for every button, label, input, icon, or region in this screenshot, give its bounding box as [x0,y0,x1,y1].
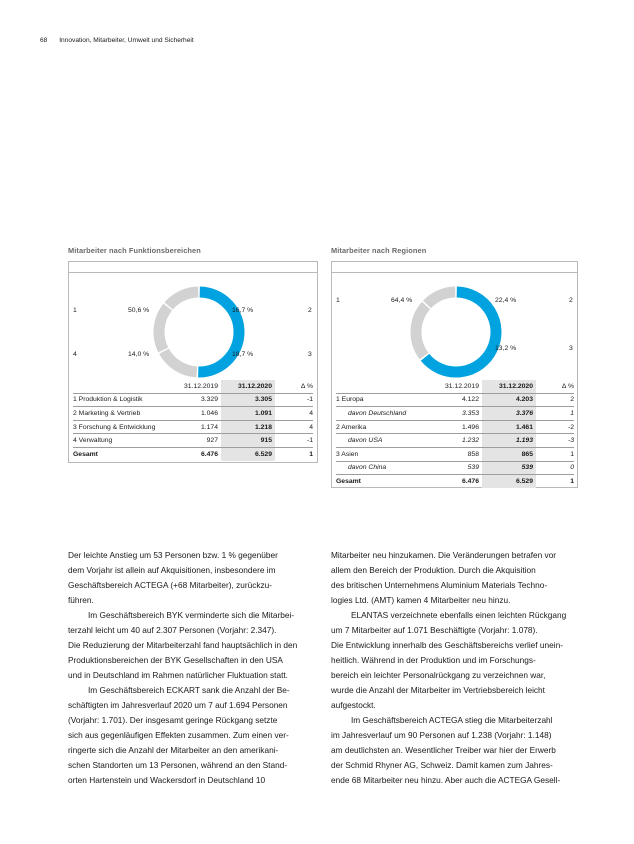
value-2020: 6.529 [482,475,536,488]
text-line: Im Geschäftsbereich ACTEGA stieg die Mitarbeiterzahl [351,715,553,725]
value-delta: 2 [536,393,574,407]
text-line: und in Deutschland im Rahmen natürlicher Fluktuation statt. [68,670,288,680]
table-row [73,434,313,448]
regions-panel [331,261,578,488]
table-header-cell: 31.12.2019 [169,380,221,393]
body-text-right-column [331,548,578,788]
text-line: (Vorjahr: 1.701). Der insgesamt geringe Rückgang setzte [68,715,278,725]
table-row [73,407,313,421]
running-header [40,37,194,44]
value-2020: 539 [482,461,536,475]
donut-segment-2 [164,351,197,372]
text-line: wurde die Anzahl der Mitarbeiter im Vertriebsbereich leicht [331,685,545,695]
value-2020: 6.529 [221,447,275,460]
value-2020: 1.091 [221,407,275,421]
value-2020: 865 [482,447,536,461]
donut-segment-3 [427,292,455,304]
table-header-cell: 31.12.2020 [482,380,536,393]
donut-segment-3 [159,307,168,350]
row-label: 1 Produktion & Logistik [73,393,169,407]
row-label: 2 Marketing & Vertrieb [73,407,169,421]
value-2019: 1.232 [432,434,482,448]
text-line: schen Standorten um 13 Personen, während an den Stand- [68,760,288,770]
value-2019: 539 [432,461,482,475]
functions-panel [68,261,318,463]
table-header-cell: 31.12.2019 [432,380,482,393]
row-label: Gesamt [336,477,361,485]
row-label: 2 Amerika [336,420,432,434]
value-2019: 6.476 [461,477,479,485]
value-2020: 1.461 [482,420,536,434]
value-2019: 1.496 [432,420,482,434]
value-delta: 4 [275,407,313,421]
value-2020: 4.203 [482,393,536,407]
table-row [73,420,313,434]
body-text-left-column [68,548,311,788]
row-label: 4 Verwaltung [73,434,169,448]
text-line: bereich ein leichter Personalrückgang zu verzeichnen war, [331,670,546,680]
value-2020: 3.305 [221,393,275,407]
value-delta: 1 [536,447,574,461]
table-header-cell: Δ % [275,380,313,393]
table-row [336,434,574,448]
value-2019: 927 [169,434,221,448]
value-2019: 6.476 [200,450,218,458]
donut-segment-1 [198,292,239,372]
donut-label-index-2: 2 [569,297,573,304]
value-2020: 1.193 [482,434,536,448]
regions-section-title: Mitarbeiter nach Regionen [331,246,427,255]
table-header-cell: Δ % [536,380,574,393]
text-line: schäftigten im Jahresverlauf 2020 um 7 auf 1.694 Personen [68,700,288,710]
donut-label-index-3: 3 [569,345,573,352]
value-2019: 858 [432,447,482,461]
table-header-row [73,380,313,393]
text-line: logies Ltd. (AMT) kamen 4 Mitarbeiter neu hinzu. [331,595,511,605]
text-line: sich aus gegenläufigen Effekten zusammen. Zum einen ver- [68,730,289,740]
donut-label-pct-3: 13,2 % [495,345,517,352]
donut-label-index-3: 3 [308,351,312,358]
value-delta: 0 [536,461,574,475]
donut-label-pct-2: 16,7 % [232,307,254,314]
value-delta: 4 [275,420,313,434]
donut-label-index-1: 1 [336,297,340,304]
text-line: Geschäftsbereich ACTEGA (+68 Mitarbeiter), zurückzu- [68,580,273,590]
row-label: 3 Asien [336,447,432,461]
functions-table [73,380,313,461]
table-row [336,447,574,461]
donut-label-pct-1: 64,4 % [391,297,413,304]
text-line: terzahl leicht um 40 auf 2.307 Personen (Vorjahr: 2.347). [68,625,277,635]
text-line: der Schmid Rhyner AG, Schweiz. Damit kamen zum Jahres- [331,760,553,770]
text-line: im Jahresverlauf um 90 Personen auf 1.238 (Vorjahr: 1.148) [331,730,552,740]
running-title: Innovation, Mitarbeiter, Umwelt und Sicherheit [59,37,194,44]
regions-donut-chart [406,282,506,382]
table-header-cell: 31.12.2020 [221,380,275,393]
row-label: davon China [336,461,432,475]
row-label: davon Deutschland [336,407,432,421]
text-line: allem den Bereich der Produktion. Durch die Akquisition [331,565,536,575]
table-row [336,420,574,434]
regions-table [336,380,574,488]
text-line: Im Geschäftsbereich ECKART sank die Anzahl der Be- [88,685,290,695]
text-line: des britischen Unternehmens Aluminium Materials Techno- [331,580,548,590]
text-line: führen. [68,595,94,605]
functions-section-title: Mitarbeiter nach Funktionsbereichen [68,246,201,255]
text-line: Die Entwicklung innerhalb des Geschäftsbereichs verlief unein- [331,640,563,650]
text-line: Die Reduzierung der Mitarbeiterzahl fand hauptsächlich in den [68,640,298,650]
value-2019: 3.353 [432,407,482,421]
value-2020: 3.376 [482,407,536,421]
text-line: Produktionsbereichen der BYK Gesellschaften in den USA [68,655,283,665]
text-line: Im Geschäftsbereich BYK verminderte sich die Mitarbei- [88,610,295,620]
functions-donut-chart [149,282,249,382]
table-row [73,447,313,460]
row-label: davon USA [336,434,432,448]
text-line: aufgestockt. [331,700,376,710]
table-header-cell [336,380,432,393]
donut-label-index-2: 2 [308,307,312,314]
text-line: ELANTAS verzeichnete ebenfalls einen leichten Rückgang [351,610,567,620]
table-header-cell [73,380,169,393]
value-2019: 4.122 [432,393,482,407]
text-line: ende 68 Mitarbeiter neu hinzu. Aber auch die ACTEGA Gesell- [331,775,561,785]
donut-label-pct-1: 50,6 % [128,307,150,314]
donut-label-index-1: 1 [73,307,77,314]
page-number: 68 [40,37,48,44]
value-delta: -2 [536,420,574,434]
donut-label-pct-3: 18,7 % [232,351,254,358]
table-row [336,475,574,488]
panel-top-bar [69,262,317,273]
row-label: 1 Europa [336,393,432,407]
table-row [73,393,313,407]
text-line: dem Vorjahr ist allein auf Akquisitionen, insbesondere im [68,565,276,575]
text-line: orten Hartenstein und Wackersdorf in Deutschland 10 [68,775,266,785]
value-2019: 1.174 [169,420,221,434]
value-delta: -1 [275,393,313,407]
value-2019: 3.329 [169,393,221,407]
text-line: ringerte sich die Anzahl der Mitarbeiter an den amerikani- [68,745,279,755]
value-delta: -3 [536,434,574,448]
text-line: um 7 Mitarbeiter auf 1.071 Beschäftigte (Vorjahr: 1.078). [331,625,538,635]
donut-label-pct-4: 14,0 % [128,351,150,358]
value-2019: 1.046 [169,407,221,421]
value-2020: 1.218 [221,420,275,434]
table-header-row [336,380,574,393]
donut-segment-4 [169,292,199,306]
panel-top-bar [332,262,577,273]
row-label: 3 Forschung & Entwicklung [73,420,169,434]
value-delta: 1 [536,407,574,421]
value-delta: 1 [309,450,313,458]
text-line: Der leichte Anstieg um 53 Personen bzw. 1 % gegenüber [68,550,278,560]
value-delta: 1 [570,477,574,485]
table-row [336,393,574,407]
text-line: heitlich. Während in der Produktion und im Forschungs- [331,655,536,665]
donut-label-pct-2: 22,4 % [495,297,517,304]
row-label: Gesamt [73,450,98,458]
text-line: Mitarbeiter neu hinzukamen. Die Veränderungen betrafen vor [331,550,557,560]
donut-segment-2 [416,306,426,357]
value-delta: -1 [275,434,313,448]
donut-label-index-4: 4 [73,351,77,358]
table-row [336,461,574,475]
text-line: am deutlichsten an. Wesentlicher Treiber war hier der Erwerb [331,745,556,755]
table-row [336,407,574,421]
value-2020: 915 [221,434,275,448]
